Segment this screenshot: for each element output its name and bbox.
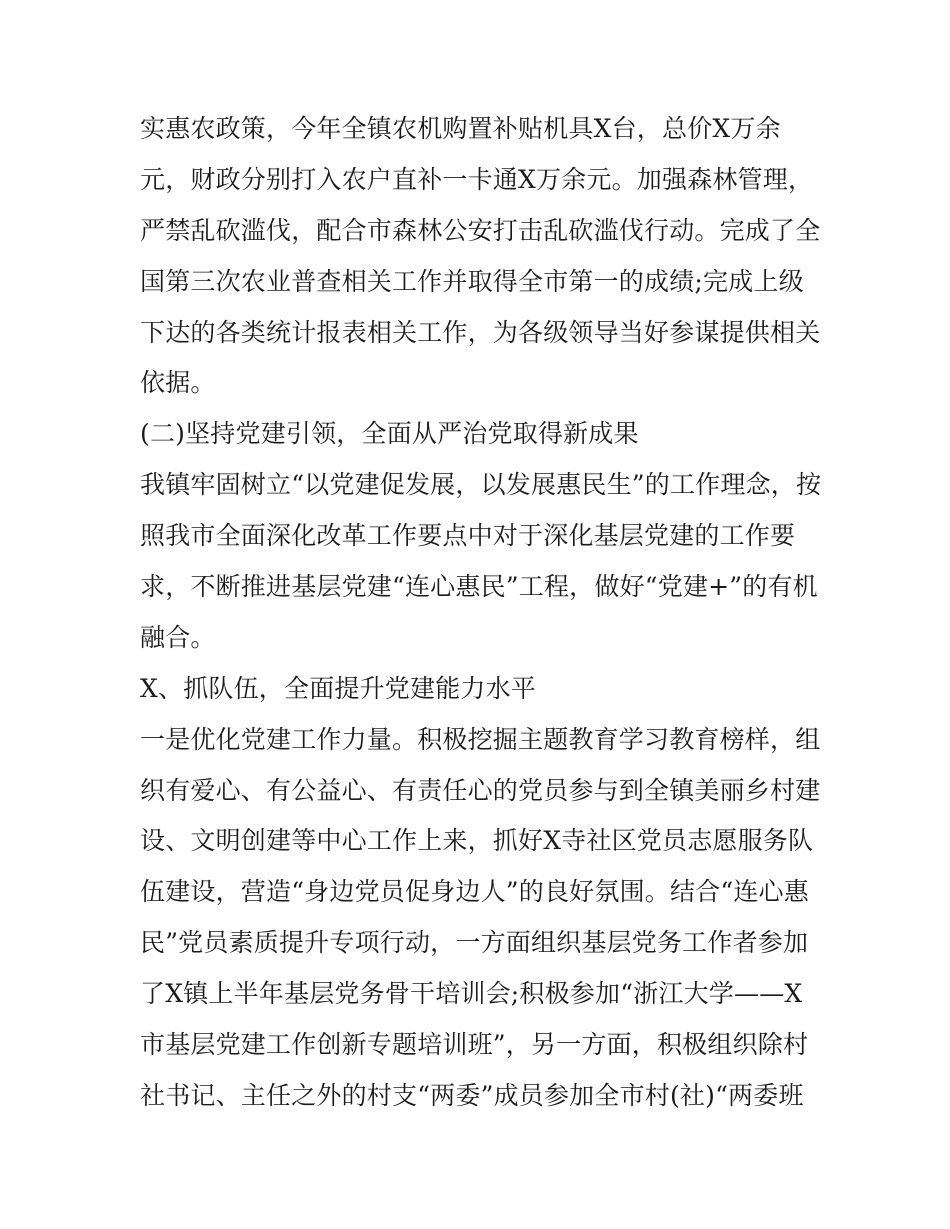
text-line: 市基层党建工作创新专题培训班”，另一方面，积极组织除村: [140, 1030, 809, 1060]
subsection-heading: X、抓队伍，全面提升党建能力水平: [140, 673, 536, 703]
document-body: [140, 104, 820, 1122]
text-line: 下达的各类统计报表相关工作，为各级领导当好参谋提供相关: [140, 317, 821, 347]
text-line: 国第三次农业普查相关工作并取得全市第一的成绩;完成上级: [140, 266, 804, 296]
text-line: 伍建设，营造“身边党员促身边人”的良好氛围。结合“连心惠: [140, 877, 809, 907]
text-line: 织有爱心、有公益心、有责任心的党员参与到全镇美丽乡村建: [140, 775, 821, 805]
text-line: 实惠农政策，今年全镇农机购置补贴机具X台，总价X万余: [140, 114, 781, 143]
text-line: 社书记、主任之外的村支“两委”成员参加全市村(社)“两委班: [140, 1080, 804, 1110]
section-heading: (二)坚持党建引领，全面从严治党取得新成果: [140, 419, 639, 449]
text-line: 一是优化党建工作力量。积极挖掘主题教育学习教育榜样，组: [140, 724, 821, 754]
text-line: 照我市全面深化改革工作要点中对于深化基层党建的工作要: [140, 521, 796, 551]
text-line: 我镇牢固树立“以党建促发展，以发展惠民生”的工作理念，按: [140, 470, 822, 500]
text-line: 融合。: [140, 622, 216, 652]
text-line: 依据。: [140, 368, 216, 398]
text-line: 元，财政分别打入农户直补一卡通X万余元。加强森林管理，: [140, 164, 814, 194]
text-line: 民”党员素质提升专项行动，一方面组织基层党务工作者参加: [140, 928, 809, 958]
text-line: 严禁乱砍滥伐，配合市森林公安打击乱砍滥伐行动。完成了全: [140, 215, 821, 245]
text-line: 设、文明创建等中心工作上来，抓好X寺社区党员志愿服务队: [140, 826, 814, 856]
text-line: 了X镇上半年基层党务骨干培训会;积极参加“浙江大学——X: [140, 979, 803, 1009]
text-line: 求，不断推进基层党建“连心惠民”工程，做好“党建+”的有机: [140, 572, 818, 602]
